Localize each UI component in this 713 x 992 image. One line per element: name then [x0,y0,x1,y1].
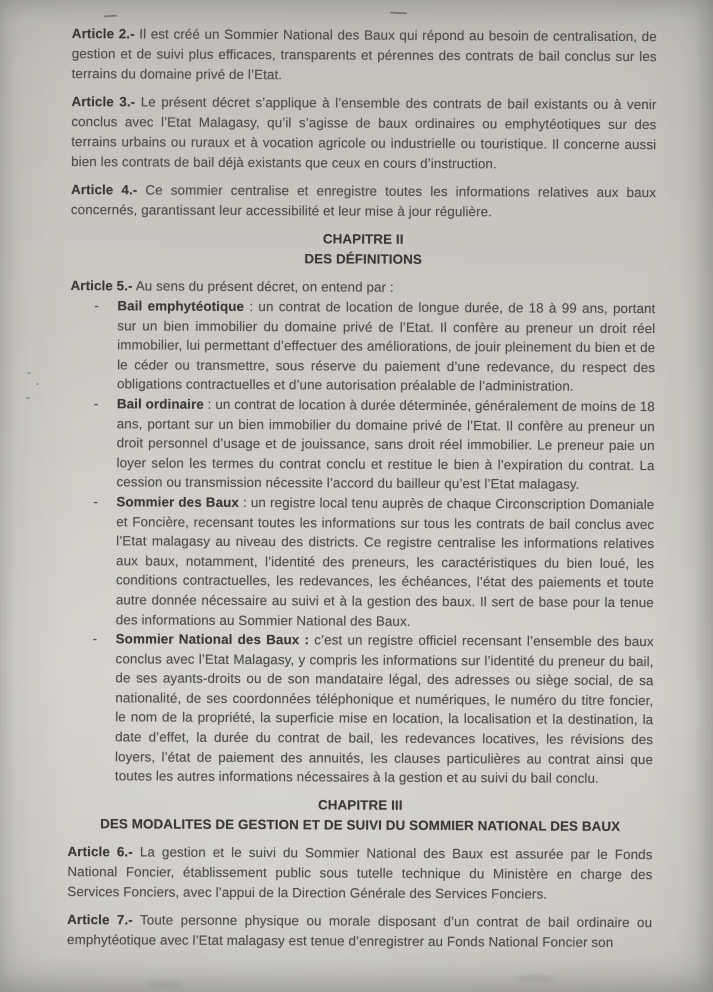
definition-term: Sommier National des Baux : [115,631,310,648]
article-4-paragraph [71,180,656,223]
photo-speck [26,397,30,399]
article-3-label: Article 3.- [71,94,136,110]
article-7-text: Toute personne physique ou morale disposant d’un contrat de bail ordinaire ou emphytéotique avec l’Etat malagasy est tenue d’enregistrer au Fonds National Foncier son [67,912,653,950]
definition-text: : un contrat de location à durée déterminée, généralement de moins de 18 ans, portant sur un bien immobilier du domaine privé de l’Etat. Il confère au preneur un droit personnel d’usage et de jouissance, sans droit réel immobilier. Le preneur paie un loyer selon les termes du contrat conclu et restitue le bien à l’expiration du contrat. La cession ou transmission nécessite l’accord du bailleur qu’est l’Etat malagasy. [116,396,655,493]
article-6-paragraph [67,842,652,905]
chapter-2-number: CHAPITRE II [322,231,404,247]
chapter-2-title: DES DÉFINITIONS [304,251,422,267]
definition-term: Bail ordinaire [116,396,204,412]
chapter-3-title: DES MODALITES DE GESTION ET DE SUIVI DU SOMMIER NATIONAL DES BAUX [100,816,621,834]
photo-speck [27,372,31,374]
article-7-label: Article 7.- [67,911,133,928]
article-5-label: Article 5.- [70,278,133,294]
photo-smudge [515,976,555,981]
photo-speck [36,383,39,385]
definition-text: : un registre local tenu auprès de chaque Circonscription Domaniale et Foncière, recensant toutes les informations sur tous les contrats de bail conclus avec l’Etat malagasy au niveau des districts. Ce registre centralise les informations relatives aux baux, notamment, l’identité des preneurs, les caractéristiques du bien loué, les conditions contractuelles, les redevances, les échéances, l’état des paiements et toute autre donnée nécessaire au suivi et à la gestion des baux. Il sert de base pour la tenue des informations au Sommier National des Baux. [115,494,655,629]
bullet-dash: - [93,396,99,412]
bullet-dash: - [93,494,98,510]
article-6-label: Article 6.- [67,843,133,860]
definition-term: Sommier des Baux [116,494,240,510]
article-4-label: Article 4.- [70,182,138,198]
definition-text: : un contrat de location de longue durée, de 18 à 99 ans, portant sur un bien immobilier du domaine privé de l’Etat. Il confère au preneur un droit réel immobilier, lui permettant d’effectuer des améliorations, de jouir pleinement du bien et de le céder ou transmettre, sous réserve du paiement d’une redevance, du respect des obligations contractuelles et d’une autorisation préalable de l’administration. [116,298,656,395]
bullet-dash: - [94,298,100,314]
definition-item-bail-ordinaire [69,394,655,495]
bullet-dash: - [92,631,98,647]
definition-item-sommier-des-baux [69,492,655,632]
article-2-paragraph [72,24,657,87]
definition-item-bail-emphyteotique [70,296,656,397]
definition-item-sommier-national-des-baux [68,629,654,789]
article-2-text: Il est créé un Sommier National des Baux qui répond au besoin de centralisation, de gestion et de suivi plus efficaces, transparents et pérennes des contrats de bail conclus sur les terrains du domaine privé de l’Etat. [71,26,657,83]
definitions-list [68,296,656,789]
article-2-label: Article 2.- [71,26,135,42]
chapter-3-heading [68,794,653,837]
article-7-paragraph [67,910,652,953]
photo-smudge [148,982,182,987]
article-5-text: Au sens du présent décret, on entend par : [135,278,394,295]
article-6-text: La gestion et le suivi du Sommier National des Baux est assurée par le Fonds National Foncier, établissement public sous tutelle technique du Ministère en charge des Services Fonciers, avec l’appui de la Direction Générale des Services Fonciers. [67,844,653,902]
chapter-2-heading [71,228,656,271]
article-3-text: Le présent décret s’applique à l’ensemble des contrats de bail existants ou à venir conclus avec l’Etat Malagasy, qu’il s’agisse de baux ordinaires ou emphytéotiques sur des terrains urbains ou ruraux et à vocation agricole ou industrielle ou touristique. Il concerne aussi bien les contrats de bail déjà existants que ceux en cours d’instruction. [71,94,657,172]
article-3-paragraph [71,92,656,175]
chapter-3-number: CHAPITRE III [317,797,403,813]
article-4-text: Ce sommier centralise et enregistre toutes les informations relatives aux baux concernés, garantissant leur accessibilité et leur mise à jour régulière. [70,182,657,220]
definition-term: Bail emphytéotique [117,298,245,314]
definition-text: c’est un registre officiel recensant l’ensemble des baux conclus avec l’Etat Malagasy, y compris les informations sur l’identité du preneur du bail, de ses ayants-droits ou de son mandataire légal, des adresses ou siège social, de sa nationalité, de ses coordonnées téléphonique et numériques, le numéro du titre foncier, le nom de la propriété, la superficie mise en location, la localisation et la destination, la date d’effet, la durée du contrat de bail, les redevances locatives, les révisions des loyers, l’état de paiement des annuités, les clauses particulières au contrat ainsi que toutes les autres informations nécessaires à la gestion et au suivi du bail conclu. [114,632,654,787]
